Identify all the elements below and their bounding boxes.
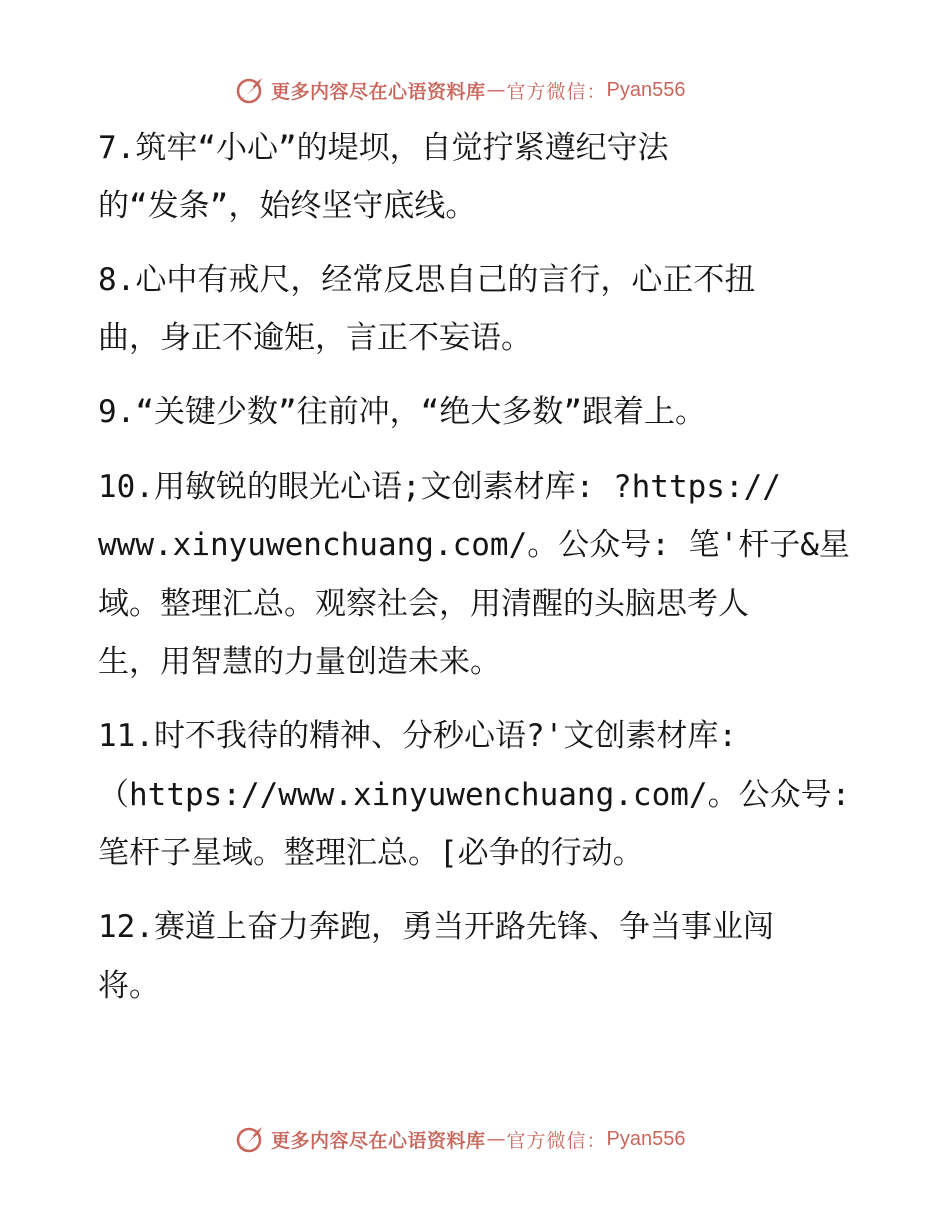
text-line: 曲，身正不逾矩，言正不妄语。 <box>98 320 532 356</box>
text-line: 域。整理汇总。观察社会，用清醒的头脑思考人 <box>98 586 749 622</box>
footer-watermark <box>235 1122 686 1156</box>
header-watermark <box>235 73 686 107</box>
watermark-text: 更多内容尽在心语资料库 <box>271 80 486 103</box>
watermark-wechat-label: 官方微信： <box>506 80 607 103</box>
text-line: 9.“关键少数”往前冲，“绝大多数”跟着上。 <box>98 394 706 430</box>
watermark-text: 更多内容尽在心语资料库 <box>271 1129 486 1152</box>
quill-pen-logo-icon <box>235 1124 265 1154</box>
watermark-dash: — <box>486 79 506 101</box>
text-line: 的“发条”，始终坚守底线。 <box>98 188 477 224</box>
text-line: 生，用智慧的力量创造未来。 <box>98 644 501 680</box>
text-line: 12.赛道上奋力奔跑，勇当开路先锋、争当事业闯 <box>98 909 774 945</box>
text-line: （https://www.xinyuwenchuang.com/。公众号: <box>98 777 851 813</box>
text-line: 7.筑牢“小心”的堤坝，自觉拧紧遵纪守法 <box>98 130 669 166</box>
text-line: 8.心中有戒尺，经常反思自己的言行，心正不扭 <box>98 262 756 298</box>
text-line: www.xinyuwenchuang.com/。公众号: 笔'杆子&星 <box>98 527 850 563</box>
watermark-dash: — <box>486 1128 506 1150</box>
text-line: 10.用敏锐的眼光心语;文创素材库: ?https:// <box>98 469 781 505</box>
text-line: 笔杆子星域。整理汇总。[必争的行动。 <box>98 835 644 871</box>
watermark-wechat-label: 官方微信： <box>506 1129 607 1152</box>
quill-pen-logo-icon <box>235 75 265 105</box>
text-line: 将。 <box>98 968 160 1004</box>
watermark-wechat-id: Pyan556 <box>606 1127 686 1150</box>
watermark-wechat-id: Pyan556 <box>606 78 686 101</box>
text-line: 11.时不我待的精神、分秒心语?'文创素材库: <box>98 718 737 754</box>
